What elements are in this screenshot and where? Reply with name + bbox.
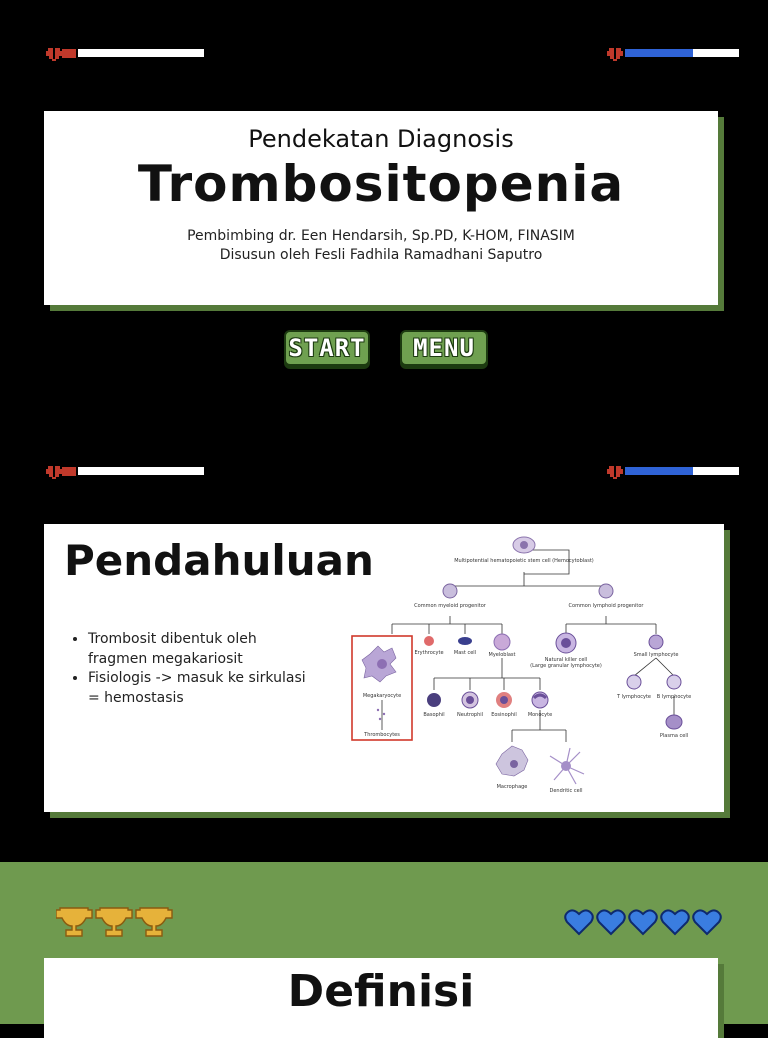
title-card bbox=[44, 111, 718, 305]
diagram-label: Monocyte bbox=[527, 712, 553, 718]
blue-heart-icon bbox=[693, 910, 721, 934]
trophy-icon bbox=[136, 908, 172, 936]
menu-button[interactable]: MENU bbox=[400, 330, 488, 366]
blue-heart-icon bbox=[629, 910, 657, 934]
bullet-item: • Fisiologis -> masuk ke sirkulasi = hemostasis bbox=[88, 669, 308, 708]
trophy-icon bbox=[96, 908, 132, 936]
definition-slide bbox=[0, 862, 768, 1024]
blue-heart-icon bbox=[661, 910, 689, 934]
hematopoiesis-diagram bbox=[344, 530, 720, 808]
main-title: Trombositopenia bbox=[137, 155, 625, 213]
diagram-label: Macrophage bbox=[496, 784, 528, 790]
author-credit: Disusun oleh Fesli Fadhila Ramadhani Saputro bbox=[219, 247, 543, 263]
diagram-label: Erythrocyte bbox=[414, 650, 444, 656]
title-slide bbox=[0, 0, 768, 430]
diagram-label: Plasma cell bbox=[659, 733, 689, 739]
health-bar-track bbox=[78, 467, 204, 475]
diagram-label: Megakaryocyte bbox=[362, 693, 402, 699]
diagram-label: Common myeloid progenitor bbox=[414, 603, 486, 609]
heart-row bbox=[564, 908, 728, 942]
diagram-label: Myeloblast bbox=[488, 652, 516, 658]
diagram-label: Multipotential hematopoietic stem cell (Hemocytoblast) bbox=[454, 558, 594, 564]
diagram-label: Small lymphocyte bbox=[633, 652, 679, 658]
diagram-label: Mast cell bbox=[453, 650, 477, 656]
broken-heart-icon bbox=[607, 464, 625, 480]
intro-slide bbox=[0, 430, 768, 862]
broken-heart-icon bbox=[46, 46, 78, 62]
section-heading: Definisi bbox=[287, 966, 475, 1017]
trophy-row bbox=[56, 906, 176, 942]
health-bar-fill bbox=[625, 467, 693, 475]
start-button[interactable]: START bbox=[284, 330, 370, 366]
diagram-label: Neutrophil bbox=[456, 712, 484, 718]
health-bar-fill bbox=[625, 49, 693, 57]
diagram-label: Dendritic cell bbox=[549, 788, 583, 794]
blue-heart-icon bbox=[565, 910, 593, 934]
bullet-list bbox=[74, 630, 308, 708]
definition-card bbox=[44, 958, 718, 1038]
diagram-label: T lymphocyte bbox=[616, 694, 652, 700]
trophy-icon bbox=[56, 908, 92, 936]
diagram-label: (Large granular lymphocyte) bbox=[530, 663, 602, 669]
supervisor-credit: Pembimbing dr. Een Hendarsih, Sp.PD, K-HOM, FINASIM bbox=[187, 228, 575, 244]
bullet-item: • Trombosit dibentuk oleh fragmen megakariosit bbox=[88, 630, 308, 669]
diagram-label: Basophil bbox=[423, 712, 445, 718]
health-bar-track bbox=[78, 49, 204, 57]
health-bar-track bbox=[625, 467, 739, 475]
diagram-label: Eosinophil bbox=[491, 712, 517, 718]
broken-heart-icon bbox=[607, 46, 625, 62]
diagram-label: Natural killer cell bbox=[544, 657, 588, 663]
diagram-label: Thrombocytes bbox=[364, 732, 400, 738]
diagram-label: B lymphocyte bbox=[656, 694, 692, 700]
intro-card bbox=[44, 524, 724, 812]
subtitle: Pendekatan Diagnosis bbox=[248, 125, 514, 153]
blue-heart-icon bbox=[597, 910, 625, 934]
section-heading: Pendahuluan bbox=[64, 536, 374, 585]
health-bar-track bbox=[625, 49, 739, 57]
diagram-label: Common lymphoid progenitor bbox=[568, 603, 644, 609]
broken-heart-icon bbox=[46, 464, 78, 480]
